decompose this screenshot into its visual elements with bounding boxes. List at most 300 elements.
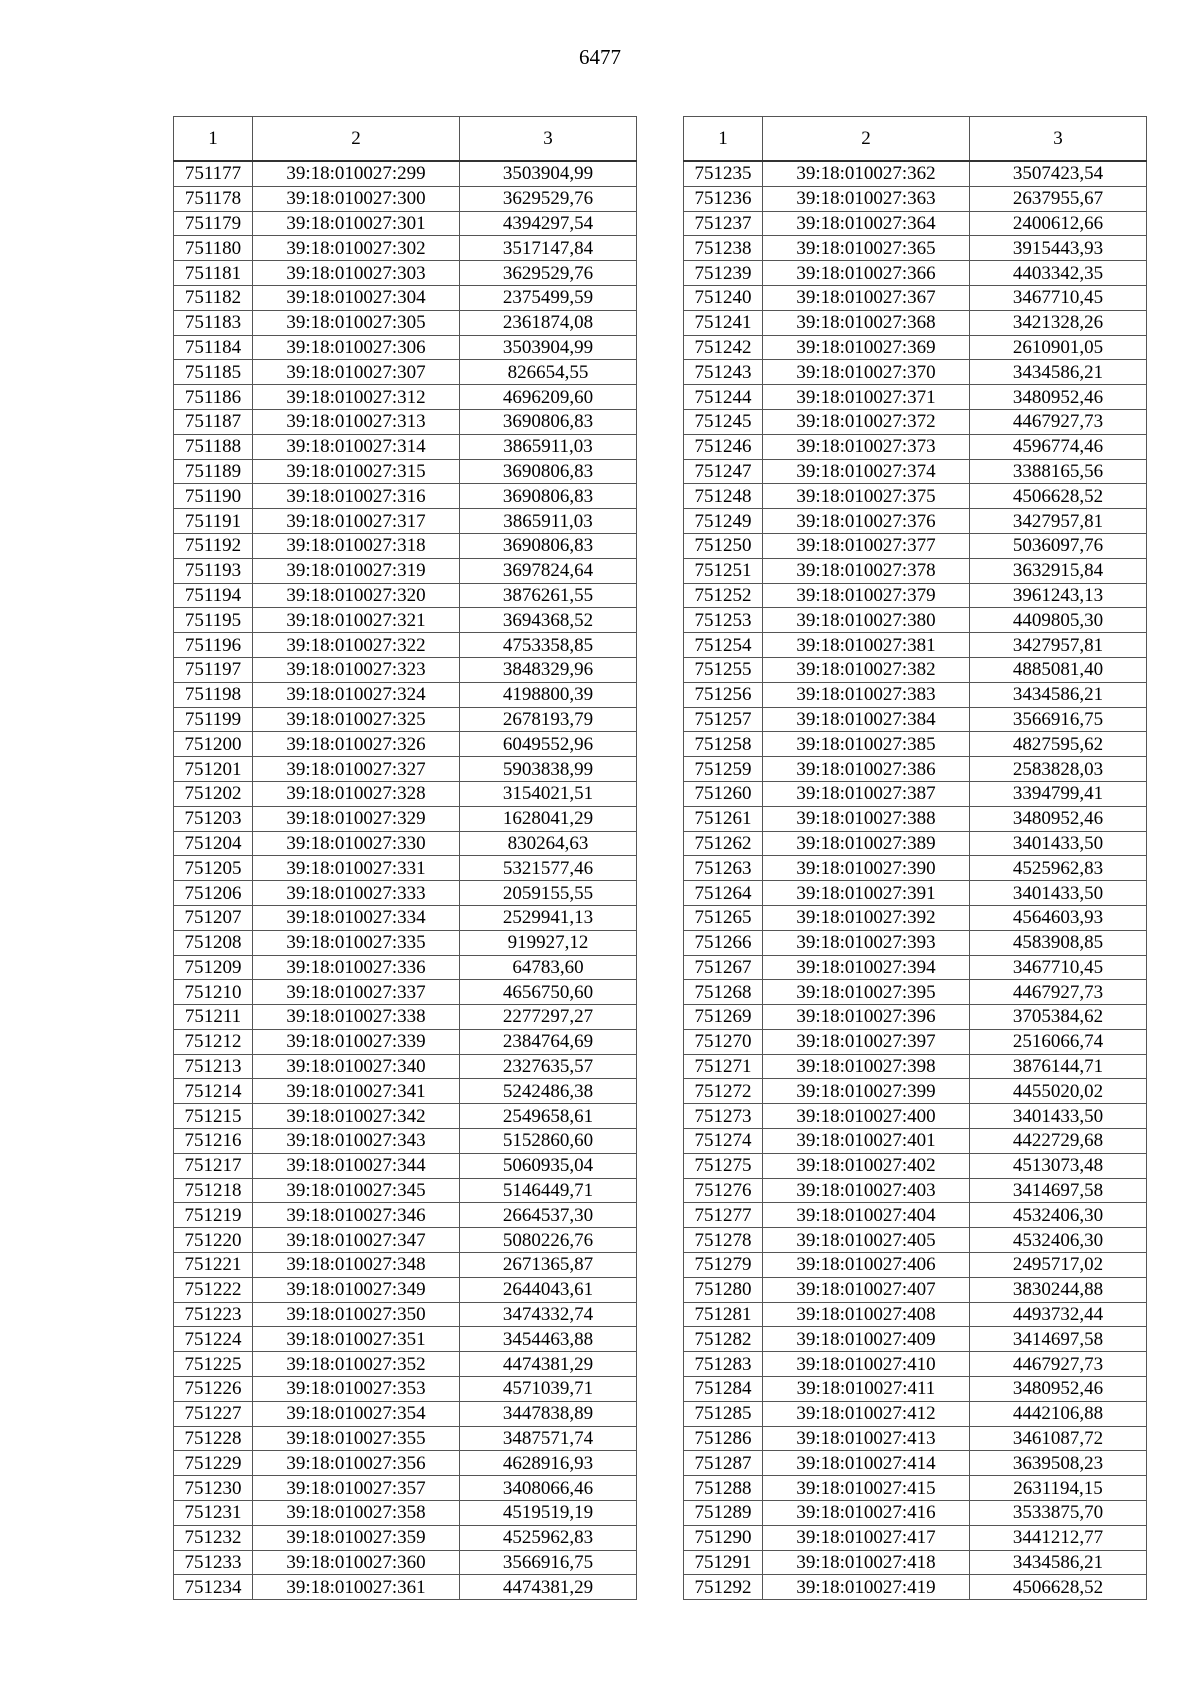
row-number-cell: 751266 [684, 930, 763, 955]
table-row [684, 881, 1147, 906]
table-row [684, 211, 1147, 236]
row-number-cell: 751273 [684, 1104, 763, 1129]
cadastral-number-cell: 39:18:010027:353 [253, 1377, 460, 1402]
cadastral-number-cell: 39:18:010027:378 [763, 558, 970, 583]
value-cell: 2375499,59 [460, 285, 637, 310]
table-row [684, 1575, 1147, 1600]
table-row [684, 682, 1147, 707]
value-cell: 3467710,45 [970, 955, 1147, 980]
cadastral-number-cell: 39:18:010027:337 [253, 980, 460, 1005]
row-number-cell: 751284 [684, 1377, 763, 1402]
row-number-cell: 751194 [174, 583, 253, 608]
table-row [684, 1029, 1147, 1054]
row-number-cell: 751236 [684, 186, 763, 211]
column-header-cadastral-number: 2 [253, 117, 460, 162]
row-number-cell: 751232 [174, 1525, 253, 1550]
table-row [684, 310, 1147, 335]
table-row [174, 1178, 637, 1203]
table-row [174, 1153, 637, 1178]
table-row [174, 385, 637, 410]
row-number-cell: 751179 [174, 211, 253, 236]
value-cell: 3474332,74 [460, 1302, 637, 1327]
cadastral-number-cell: 39:18:010027:387 [763, 781, 970, 806]
value-cell: 4628916,93 [460, 1451, 637, 1476]
row-number-cell: 751250 [684, 533, 763, 558]
cadastral-number-cell: 39:18:010027:330 [253, 831, 460, 856]
cadastral-number-cell: 39:18:010027:392 [763, 905, 970, 930]
cadastral-number-cell: 39:18:010027:396 [763, 1005, 970, 1030]
cadastral-number-cell: 39:18:010027:369 [763, 335, 970, 360]
row-number-cell: 751260 [684, 781, 763, 806]
cadastral-number-cell: 39:18:010027:301 [253, 211, 460, 236]
row-number-cell: 751263 [684, 856, 763, 881]
row-number-cell: 751247 [684, 459, 763, 484]
value-cell: 3434586,21 [970, 360, 1147, 385]
row-number-cell: 751203 [174, 806, 253, 831]
cadastral-number-cell: 39:18:010027:340 [253, 1054, 460, 1079]
value-cell: 3441212,77 [970, 1525, 1147, 1550]
value-cell: 2671365,87 [460, 1253, 637, 1278]
cadastral-number-cell: 39:18:010027:380 [763, 608, 970, 633]
cadastral-number-cell: 39:18:010027:371 [763, 385, 970, 410]
table-row [684, 484, 1147, 509]
row-number-cell: 751265 [684, 905, 763, 930]
value-cell: 4442106,88 [970, 1401, 1147, 1426]
value-cell: 64783,60 [460, 955, 637, 980]
row-number-cell: 751212 [174, 1029, 253, 1054]
table-row [684, 930, 1147, 955]
value-cell: 3427957,81 [970, 509, 1147, 534]
cadastral-number-cell: 39:18:010027:329 [253, 806, 460, 831]
value-cell: 2644043,61 [460, 1277, 637, 1302]
row-number-cell: 751208 [174, 930, 253, 955]
value-cell: 2664537,30 [460, 1203, 637, 1228]
row-number-cell: 751209 [174, 955, 253, 980]
cadastral-number-cell: 39:18:010027:373 [763, 434, 970, 459]
row-number-cell: 751180 [174, 236, 253, 261]
cadastral-number-cell: 39:18:010027:356 [253, 1451, 460, 1476]
row-number-cell: 751207 [174, 905, 253, 930]
row-number-cell: 751248 [684, 484, 763, 509]
value-cell: 3961243,13 [970, 583, 1147, 608]
value-cell: 5903838,99 [460, 757, 637, 782]
table-row [684, 1476, 1147, 1501]
row-number-cell: 751244 [684, 385, 763, 410]
row-number-cell: 751202 [174, 781, 253, 806]
value-cell: 3632915,84 [970, 558, 1147, 583]
value-cell: 2583828,03 [970, 757, 1147, 782]
row-number-cell: 751224 [174, 1327, 253, 1352]
row-number-cell: 751182 [174, 285, 253, 310]
table-row [174, 657, 637, 682]
row-number-cell: 751285 [684, 1401, 763, 1426]
cadastral-number-cell: 39:18:010027:383 [763, 682, 970, 707]
cadastral-number-cell: 39:18:010027:379 [763, 583, 970, 608]
row-number-cell: 751253 [684, 608, 763, 633]
table-row [174, 310, 637, 335]
cadastral-number-cell: 39:18:010027:390 [763, 856, 970, 881]
cadastral-number-cell: 39:18:010027:338 [253, 1005, 460, 1030]
table-row [684, 1277, 1147, 1302]
table-row [684, 360, 1147, 385]
row-number-cell: 751257 [684, 707, 763, 732]
value-cell: 4532406,30 [970, 1228, 1147, 1253]
cadastral-number-cell: 39:18:010027:377 [763, 533, 970, 558]
column-header-number: 1 [174, 117, 253, 162]
table-row [684, 161, 1147, 186]
cadastral-number-cell: 39:18:010027:361 [253, 1575, 460, 1600]
table-row [684, 757, 1147, 782]
cadastral-number-cell: 39:18:010027:349 [253, 1277, 460, 1302]
value-cell: 4506628,52 [970, 1575, 1147, 1600]
table-row [684, 732, 1147, 757]
value-cell: 3414697,58 [970, 1178, 1147, 1203]
value-cell: 1628041,29 [460, 806, 637, 831]
row-number-cell: 751275 [684, 1153, 763, 1178]
row-number-cell: 751292 [684, 1575, 763, 1600]
row-number-cell: 751237 [684, 211, 763, 236]
value-cell: 3480952,46 [970, 385, 1147, 410]
value-cell: 3434586,21 [970, 1550, 1147, 1575]
row-number-cell: 751258 [684, 732, 763, 757]
table-row [684, 558, 1147, 583]
table-row [174, 285, 637, 310]
value-cell: 2059155,55 [460, 881, 637, 906]
row-number-cell: 751195 [174, 608, 253, 633]
value-cell: 2529941,13 [460, 905, 637, 930]
cadastral-number-cell: 39:18:010027:307 [253, 360, 460, 385]
cadastral-number-cell: 39:18:010027:325 [253, 707, 460, 732]
table-row [684, 385, 1147, 410]
value-cell: 3865911,03 [460, 509, 637, 534]
row-number-cell: 751256 [684, 682, 763, 707]
cadastral-number-cell: 39:18:010027:341 [253, 1079, 460, 1104]
row-number-cell: 751220 [174, 1228, 253, 1253]
row-number-cell: 751287 [684, 1451, 763, 1476]
row-number-cell: 751252 [684, 583, 763, 608]
row-number-cell: 751198 [174, 682, 253, 707]
row-number-cell: 751183 [174, 310, 253, 335]
table-row [174, 484, 637, 509]
value-cell: 3517147,84 [460, 236, 637, 261]
table-row [174, 1054, 637, 1079]
value-cell: 6049552,96 [460, 732, 637, 757]
value-cell: 3830244,88 [970, 1277, 1147, 1302]
value-cell: 3503904,99 [460, 335, 637, 360]
value-cell: 3876144,71 [970, 1054, 1147, 1079]
table-row [684, 459, 1147, 484]
row-number-cell: 751219 [174, 1203, 253, 1228]
cadastral-number-cell: 39:18:010027:347 [253, 1228, 460, 1253]
row-number-cell: 751279 [684, 1253, 763, 1278]
value-cell: 3915443,93 [970, 236, 1147, 261]
value-cell: 3414697,58 [970, 1327, 1147, 1352]
table-row [174, 757, 637, 782]
value-cell: 3427957,81 [970, 633, 1147, 658]
column-header-cadastral-number: 2 [763, 117, 970, 162]
cadastral-number-cell: 39:18:010027:334 [253, 905, 460, 930]
cadastral-number-cell: 39:18:010027:414 [763, 1451, 970, 1476]
value-cell: 919927,12 [460, 930, 637, 955]
table-row [174, 186, 637, 211]
cadastral-number-cell: 39:18:010027:398 [763, 1054, 970, 1079]
cadastral-number-cell: 39:18:010027:419 [763, 1575, 970, 1600]
cadastral-number-cell: 39:18:010027:324 [253, 682, 460, 707]
cadastral-number-cell: 39:18:010027:418 [763, 1550, 970, 1575]
cadastral-number-cell: 39:18:010027:395 [763, 980, 970, 1005]
cadastral-number-cell: 39:18:010027:417 [763, 1525, 970, 1550]
table-row [684, 1104, 1147, 1129]
row-number-cell: 751200 [174, 732, 253, 757]
table-row [174, 732, 637, 757]
row-number-cell: 751254 [684, 633, 763, 658]
value-cell: 3566916,75 [970, 707, 1147, 732]
cadastral-number-cell: 39:18:010027:328 [253, 781, 460, 806]
value-cell: 4656750,60 [460, 980, 637, 1005]
value-cell: 830264,63 [460, 831, 637, 856]
table-row [684, 608, 1147, 633]
cadastral-number-cell: 39:18:010027:411 [763, 1377, 970, 1402]
table-row [684, 1352, 1147, 1377]
row-number-cell: 751283 [684, 1352, 763, 1377]
row-number-cell: 751280 [684, 1277, 763, 1302]
cadastral-number-cell: 39:18:010027:365 [763, 236, 970, 261]
cadastral-number-cell: 39:18:010027:300 [253, 186, 460, 211]
cadastral-number-cell: 39:18:010027:344 [253, 1153, 460, 1178]
value-cell: 3694368,52 [460, 608, 637, 633]
cadastral-number-cell: 39:18:010027:382 [763, 657, 970, 682]
value-cell: 3388165,56 [970, 459, 1147, 484]
cadastral-number-cell: 39:18:010027:391 [763, 881, 970, 906]
table-row [684, 1525, 1147, 1550]
row-number-cell: 751235 [684, 161, 763, 186]
table-row [684, 1203, 1147, 1228]
table-row [174, 1352, 637, 1377]
table-row [174, 1029, 637, 1054]
row-number-cell: 751249 [684, 509, 763, 534]
table-row [684, 1550, 1147, 1575]
value-cell: 3533875,70 [970, 1501, 1147, 1526]
table-row [684, 583, 1147, 608]
row-number-cell: 751278 [684, 1228, 763, 1253]
cadastral-number-cell: 39:18:010027:314 [253, 434, 460, 459]
cadastral-number-cell: 39:18:010027:403 [763, 1178, 970, 1203]
cadastral-number-cell: 39:18:010027:416 [763, 1501, 970, 1526]
table-row [174, 533, 637, 558]
cadastral-number-cell: 39:18:010027:304 [253, 285, 460, 310]
cadastral-number-cell: 39:18:010027:306 [253, 335, 460, 360]
table-row [684, 1228, 1147, 1253]
value-cell: 3639508,23 [970, 1451, 1147, 1476]
cadastral-number-cell: 39:18:010027:381 [763, 633, 970, 658]
value-cell: 4596774,46 [970, 434, 1147, 459]
cadastral-number-cell: 39:18:010027:413 [763, 1426, 970, 1451]
value-cell: 3480952,46 [970, 1377, 1147, 1402]
cadastral-number-cell: 39:18:010027:370 [763, 360, 970, 385]
cadastral-number-cell: 39:18:010027:389 [763, 831, 970, 856]
cadastral-number-cell: 39:18:010027:397 [763, 1029, 970, 1054]
table-row [174, 608, 637, 633]
table-row [174, 360, 637, 385]
row-number-cell: 751216 [174, 1129, 253, 1154]
table-row [174, 1203, 637, 1228]
cadastral-number-cell: 39:18:010027:316 [253, 484, 460, 509]
cadastral-number-cell: 39:18:010027:363 [763, 186, 970, 211]
table-row [684, 533, 1147, 558]
table-row [684, 905, 1147, 930]
row-number-cell: 751187 [174, 409, 253, 434]
value-cell: 4885081,40 [970, 657, 1147, 682]
value-cell: 2549658,61 [460, 1104, 637, 1129]
value-cell: 3487571,74 [460, 1426, 637, 1451]
row-number-cell: 751221 [174, 1253, 253, 1278]
table-row [174, 831, 637, 856]
cadastral-number-cell: 39:18:010027:355 [253, 1426, 460, 1451]
table-row [684, 1401, 1147, 1426]
table-row [684, 1302, 1147, 1327]
row-number-cell: 751192 [174, 533, 253, 558]
table-row [174, 261, 637, 286]
value-cell: 2495717,02 [970, 1253, 1147, 1278]
table-row [174, 682, 637, 707]
table-row [174, 1476, 637, 1501]
row-number-cell: 751211 [174, 1005, 253, 1030]
row-number-cell: 751193 [174, 558, 253, 583]
row-number-cell: 751251 [684, 558, 763, 583]
cadastral-number-cell: 39:18:010027:327 [253, 757, 460, 782]
cadastral-number-cell: 39:18:010027:410 [763, 1352, 970, 1377]
table-row [174, 1550, 637, 1575]
table-row [174, 583, 637, 608]
table-header-row [174, 117, 637, 162]
value-cell: 3629529,76 [460, 261, 637, 286]
table-header-row [684, 117, 1147, 162]
value-cell: 4467927,73 [970, 1352, 1147, 1377]
row-number-cell: 751245 [684, 409, 763, 434]
row-number-cell: 751222 [174, 1277, 253, 1302]
value-cell: 4525962,83 [970, 856, 1147, 881]
value-cell: 3566916,75 [460, 1550, 637, 1575]
cadastral-number-cell: 39:18:010027:402 [763, 1153, 970, 1178]
cadastral-number-cell: 39:18:010027:368 [763, 310, 970, 335]
column-header-number: 1 [684, 117, 763, 162]
column-header-value: 3 [970, 117, 1147, 162]
value-cell: 5242486,38 [460, 1079, 637, 1104]
row-number-cell: 751225 [174, 1352, 253, 1377]
value-cell: 4403342,35 [970, 261, 1147, 286]
value-cell: 3629529,76 [460, 186, 637, 211]
row-number-cell: 751206 [174, 881, 253, 906]
table-row [174, 1501, 637, 1526]
row-number-cell: 751197 [174, 657, 253, 682]
table-row [174, 633, 637, 658]
row-number-cell: 751217 [174, 1153, 253, 1178]
row-number-cell: 751270 [684, 1029, 763, 1054]
row-number-cell: 751191 [174, 509, 253, 534]
cadastral-number-cell: 39:18:010027:401 [763, 1129, 970, 1154]
row-number-cell: 751201 [174, 757, 253, 782]
table-row [684, 261, 1147, 286]
row-number-cell: 751228 [174, 1426, 253, 1451]
value-cell: 4696209,60 [460, 385, 637, 410]
cadastral-number-cell: 39:18:010027:299 [253, 161, 460, 186]
value-cell: 3434586,21 [970, 682, 1147, 707]
cadastral-number-cell: 39:18:010027:408 [763, 1302, 970, 1327]
cadastral-number-cell: 39:18:010027:302 [253, 236, 460, 261]
value-cell: 5060935,04 [460, 1153, 637, 1178]
row-number-cell: 751239 [684, 261, 763, 286]
cadastral-number-cell: 39:18:010027:372 [763, 409, 970, 434]
cadastral-number-cell: 39:18:010027:399 [763, 1079, 970, 1104]
value-cell: 3154021,51 [460, 781, 637, 806]
value-cell: 3690806,83 [460, 484, 637, 509]
row-number-cell: 751234 [174, 1575, 253, 1600]
table-row [684, 1079, 1147, 1104]
value-cell: 5080226,76 [460, 1228, 637, 1253]
table-row [684, 285, 1147, 310]
cadastral-number-cell: 39:18:010027:374 [763, 459, 970, 484]
right-register-table [683, 116, 1147, 1600]
table-row [174, 1426, 637, 1451]
page-number: 6477 [579, 45, 621, 69]
cadastral-number-cell: 39:18:010027:348 [253, 1253, 460, 1278]
row-number-cell: 751218 [174, 1178, 253, 1203]
table-row [174, 211, 637, 236]
row-number-cell: 751178 [174, 186, 253, 211]
table-row [684, 1054, 1147, 1079]
table-row [174, 881, 637, 906]
table-row [174, 161, 637, 186]
cadastral-number-cell: 39:18:010027:326 [253, 732, 460, 757]
cadastral-number-cell: 39:18:010027:319 [253, 558, 460, 583]
value-cell: 3848329,96 [460, 657, 637, 682]
table-row [684, 1005, 1147, 1030]
row-number-cell: 751181 [174, 261, 253, 286]
value-cell: 2610901,05 [970, 335, 1147, 360]
table-row [174, 509, 637, 534]
row-number-cell: 751205 [174, 856, 253, 881]
row-number-cell: 751261 [684, 806, 763, 831]
cadastral-number-cell: 39:18:010027:342 [253, 1104, 460, 1129]
table-row [684, 1377, 1147, 1402]
row-number-cell: 751226 [174, 1377, 253, 1402]
table-row [174, 1327, 637, 1352]
value-cell: 3454463,88 [460, 1327, 637, 1352]
value-cell: 2327635,57 [460, 1054, 637, 1079]
row-number-cell: 751289 [684, 1501, 763, 1526]
row-number-cell: 751243 [684, 360, 763, 385]
row-number-cell: 751267 [684, 955, 763, 980]
table-row [174, 980, 637, 1005]
table-row [174, 856, 637, 881]
row-number-cell: 751210 [174, 980, 253, 1005]
cadastral-number-cell: 39:18:010027:388 [763, 806, 970, 831]
cadastral-number-cell: 39:18:010027:352 [253, 1352, 460, 1377]
value-cell: 4564603,93 [970, 905, 1147, 930]
table-row [684, 856, 1147, 881]
cadastral-number-cell: 39:18:010027:312 [253, 385, 460, 410]
cadastral-number-cell: 39:18:010027:351 [253, 1327, 460, 1352]
cadastral-number-cell: 39:18:010027:366 [763, 261, 970, 286]
value-cell: 3401433,50 [970, 881, 1147, 906]
value-cell: 3876261,55 [460, 583, 637, 608]
value-cell: 3401433,50 [970, 831, 1147, 856]
cadastral-number-cell: 39:18:010027:376 [763, 509, 970, 534]
table-row [174, 1525, 637, 1550]
row-number-cell: 751274 [684, 1129, 763, 1154]
value-cell: 4583908,85 [970, 930, 1147, 955]
value-cell: 4394297,54 [460, 211, 637, 236]
